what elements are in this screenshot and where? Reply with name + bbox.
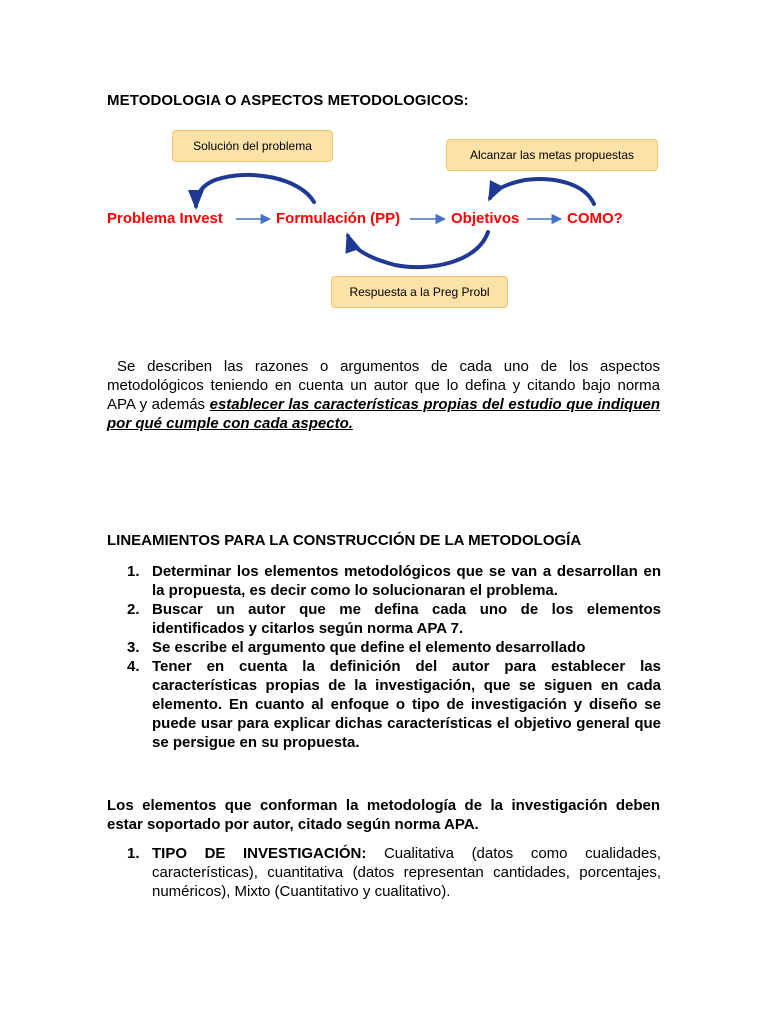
list-number: 3. (127, 639, 140, 656)
callout-alcanzar: Alcanzar las metas propuestas (446, 139, 658, 171)
intro-paragraph (107, 357, 660, 433)
elements-paragraph: Los elementos que conforman la metodología de la investigación deben estar soportado por autor, citado según norma APA. (107, 797, 660, 833)
page-title: METODOLOGIA O ASPECTOS METODOLOGICOS: (107, 92, 469, 109)
curve-arrow-como-to-objetivos (490, 179, 594, 204)
callout-solucion: Solución del problema (172, 130, 333, 162)
list-text: Buscar un autor que me defina cada uno de los elementos identificados y citarlos según norma APA 7. (152, 601, 661, 637)
guidelines-list (127, 562, 661, 752)
list-text: Determinar los elementos metodológicos que se van a desarrollan en la propuesta, es decir como lo solucionaran el problema. (152, 563, 661, 599)
list-number: 2. (127, 601, 140, 618)
tipo-label: TIPO DE INVESTIGACIÓN: (152, 845, 367, 862)
intro-emphasis: establecer las características propias del estudio que indiquen por qué cumple con cada aspecto. (107, 396, 660, 432)
list-item (127, 562, 661, 600)
flow-problema: Problema Invest (107, 210, 223, 227)
list-number: 4. (127, 658, 140, 675)
list-number: 1. (127, 563, 140, 580)
list-text: Se escribe el argumento que define el elemento desarrollado (152, 639, 586, 656)
list-item (127, 657, 661, 752)
tipo-investigacion-item (127, 844, 661, 901)
tipo-text: Cualitativa (datos como cualidades, características), cuantitativa (datos representan cantidades, porcentajes, numéricos), Mixto (Cuantitativo y cualitativo). (152, 845, 661, 900)
curve-arrow-formulacion-to-problema (196, 175, 314, 206)
list-item (127, 638, 661, 657)
list-text: Tener en cuenta la definición del autor para establecer las características propias de la investigación, que se siguen en cada elemento. En cuanto al enfoque o tipo de investigación y diseño se puede usar para explicar dichas características el objetivo general que se persigue en su propuesta. (152, 658, 661, 751)
intro-text: Se describen las razones o argumentos de cada uno de los aspectos metodológicos teniendo en cuenta un autor que lo defina y citando bajo norma APA y además (107, 358, 660, 413)
flow-como: COMO? (567, 210, 623, 227)
section-heading: LINEAMIENTOS PARA LA CONSTRUCCIÓN DE LA METODOLOGÍA (107, 532, 582, 549)
list-item (127, 600, 661, 638)
flow-formulacion: Formulación (PP) (276, 210, 401, 227)
callout-respuesta: Respuesta a la Preg Probl (331, 276, 508, 308)
list-number: 1. (127, 845, 140, 862)
curve-arrow-objetivos-to-formulacion (348, 232, 488, 267)
flow-objetivos: Objetivos (451, 210, 520, 227)
